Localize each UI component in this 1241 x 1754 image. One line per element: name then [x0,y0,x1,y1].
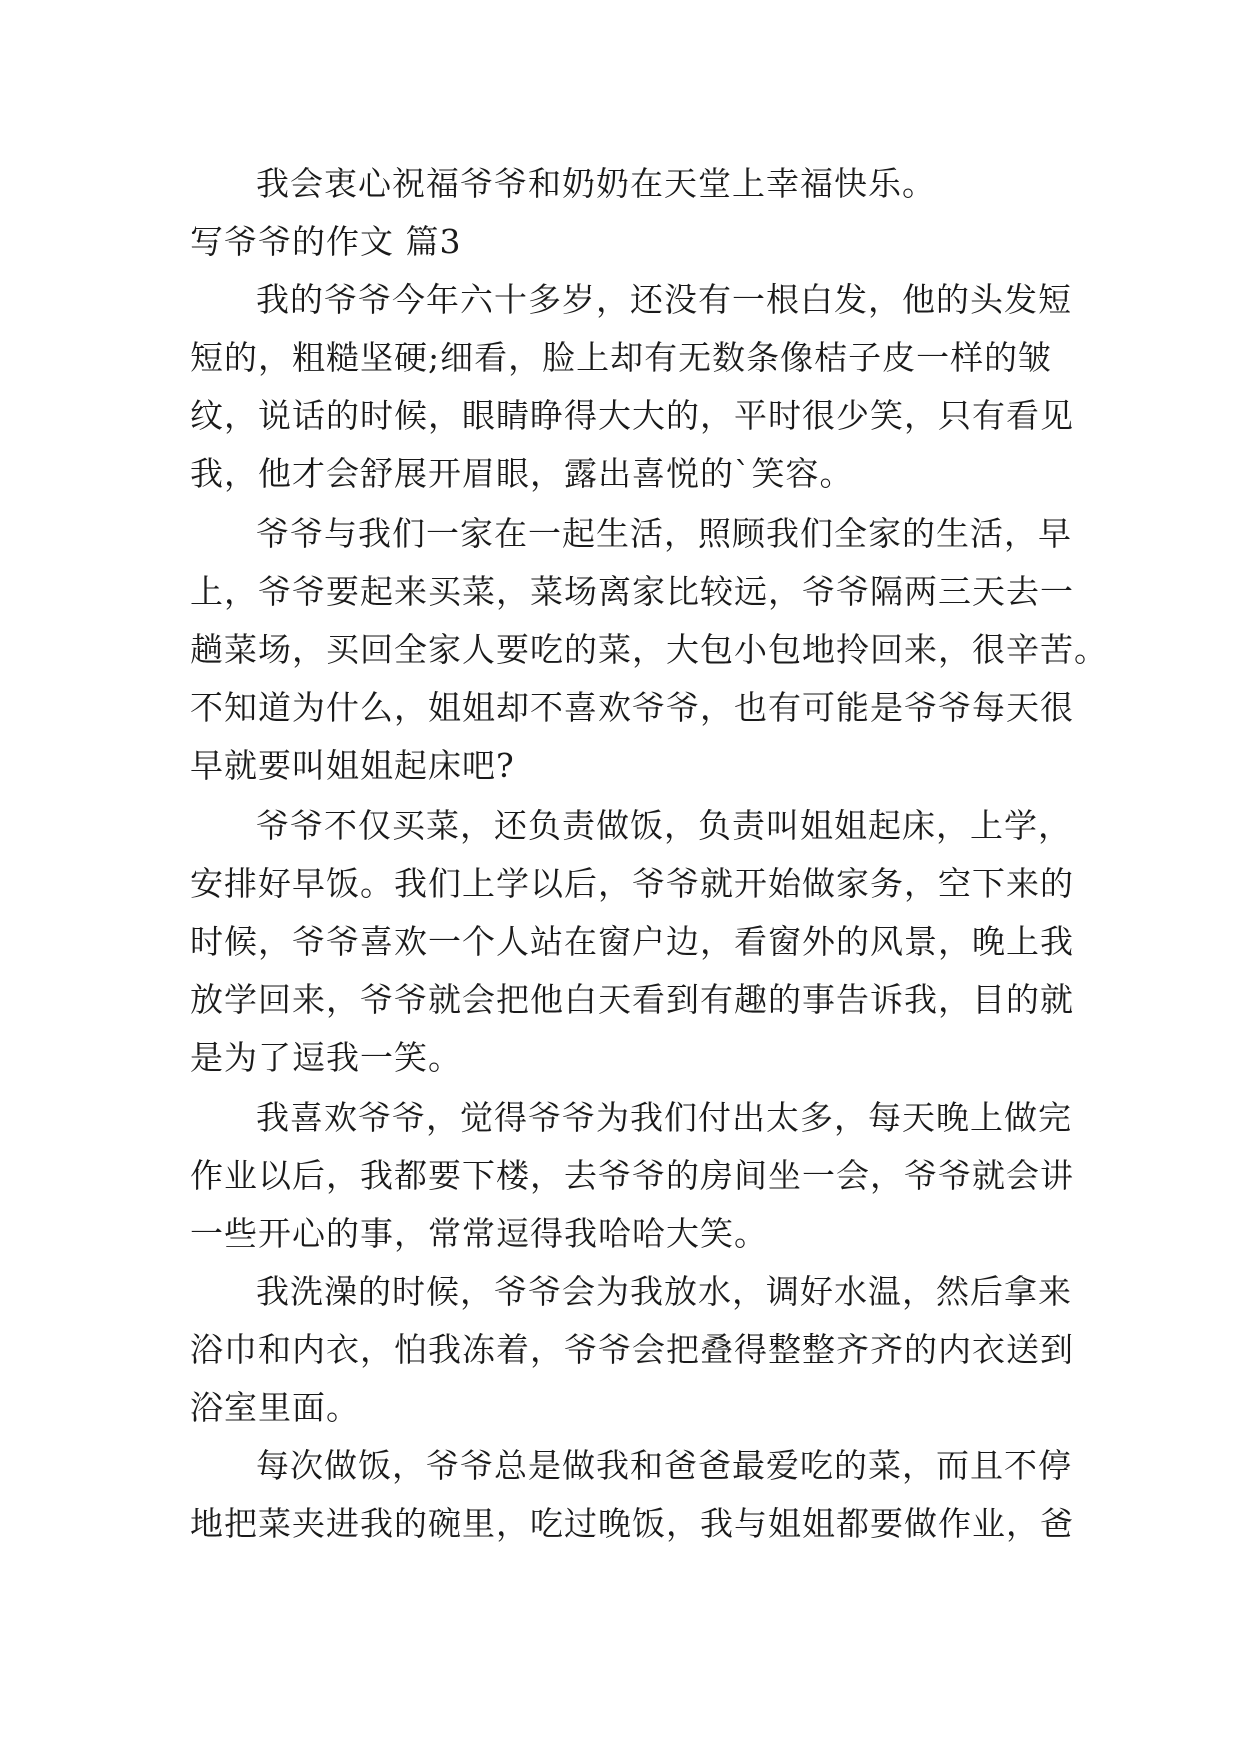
paragraph-line: 上，爷爷要起来买菜，菜场离家比较远，爷爷隔两三天去一 [190,572,1074,611]
paragraph-line: 早就要叫姐姐起床吧? [190,746,515,785]
paragraph-line: 趟菜场，买回全家人要吃的菜，大包小包地拎回来，很辛苦。 [190,630,1108,669]
closing-line: 我会衷心祝福爷爷和奶奶在天堂上幸福快乐。 [256,164,936,203]
paragraph-line: 浴室里面。 [190,1388,360,1427]
paragraph-line: 地把菜夹进我的碗里，吃过晚饭，我与姐姐都要做作业，爸 [190,1504,1074,1543]
paragraph-line: 放学回来，爷爷就会把他白天看到有趣的事告诉我，目的就 [190,980,1074,1019]
paragraph-line: 一些开心的事，常常逗得我哈哈大笑。 [190,1214,768,1253]
paragraph-line: 纹，说话的时候，眼睛睁得大大的，平时很少笑，只有看见 [190,396,1074,435]
paragraph-line: 浴巾和内衣，怕我冻着，爷爷会把叠得整整齐齐的内衣送到 [190,1330,1074,1369]
paragraph-line: 是为了逗我一笑。 [190,1038,462,1077]
paragraph-line: 我喜欢爷爷，觉得爷爷为我们付出太多，每天晚上做完 [256,1098,1072,1137]
paragraph-line: 爷爷与我们一家在一起生活，照顾我们全家的生活，早 [256,514,1072,553]
paragraph-line: 每次做饭，爷爷总是做我和爸爸最爱吃的菜，而且不停 [256,1446,1072,1485]
paragraph-line: 我的爷爷今年六十多岁，还没有一根白发，他的头发短 [256,280,1072,319]
paragraph-line: 我，他才会舒展开眉眼，露出喜悦的`笑容。 [190,454,854,493]
paragraph-line: 不知道为什么，姐姐却不喜欢爷爷，也有可能是爷爷每天很 [190,688,1074,727]
paragraph-line: 短的，粗糙坚硬;细看，脸上却有无数条像桔子皮一样的皱 [190,338,1053,377]
paragraph-line: 安排好早饭。我们上学以后，爷爷就开始做家务，空下来的 [190,864,1074,903]
paragraph-line: 作业以后，我都要下楼，去爷爷的房间坐一会，爷爷就会讲 [190,1156,1074,1195]
paragraph-line: 时候，爷爷喜欢一个人站在窗户边，看窗外的风景，晚上我 [190,922,1074,961]
paragraph-line: 我洗澡的时候，爷爷会为我放水，调好水温，然后拿来 [256,1272,1072,1311]
section-heading: 写爷爷的作文 篇3 [190,222,462,261]
paragraph-line: 爷爷不仅买菜，还负责做饭，负责叫姐姐起床，上学， [256,806,1072,845]
